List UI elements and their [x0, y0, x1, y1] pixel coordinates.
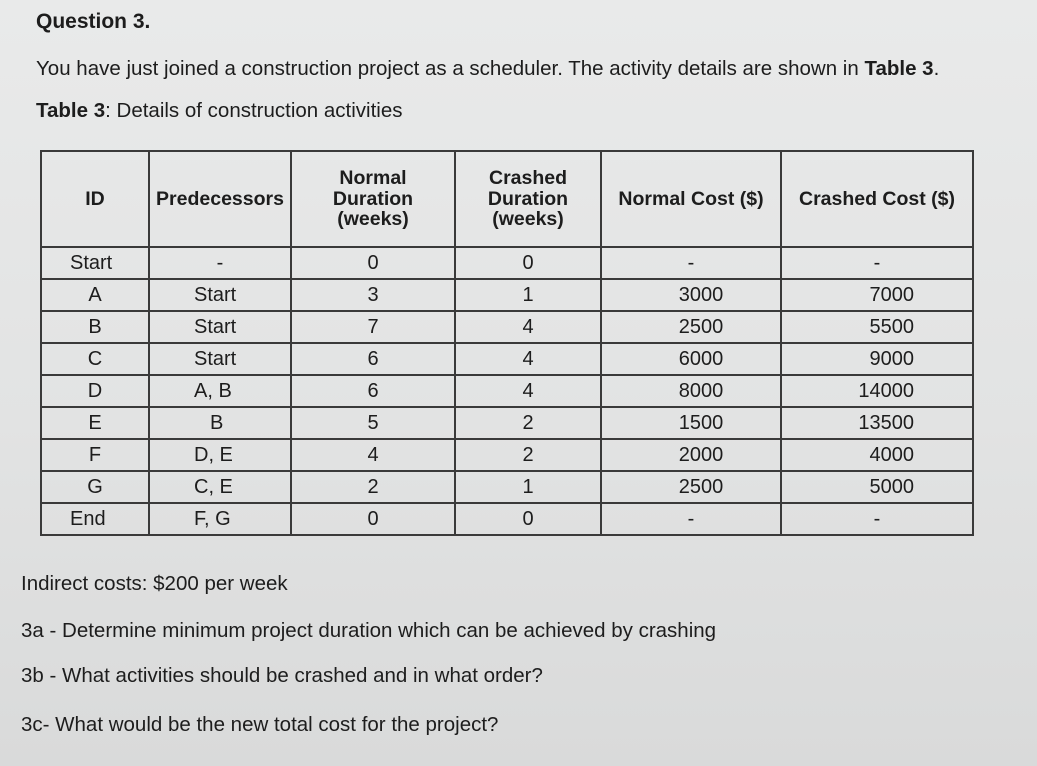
caption-label: Table 3 [36, 99, 106, 122]
question-3c: 3c- What would be the new total cost for the project? [21, 713, 499, 736]
cell-crashed-duration: 4 [455, 343, 601, 375]
cell-normal-cost: 1500 [601, 407, 781, 439]
cell-crashed-cost: 9000 [781, 343, 973, 375]
caption-text: : Details of construction activities [105, 99, 403, 122]
cell-id: Start [41, 247, 149, 279]
table-row [41, 407, 973, 439]
cell-normal-duration: 6 [291, 375, 455, 407]
cell-normal-duration: 4 [291, 439, 455, 471]
header-id: ID [41, 151, 149, 247]
cell-id: F [41, 439, 149, 471]
header-crashed-cost: Crashed Cost ($) [781, 151, 973, 247]
intro-paragraph [36, 57, 939, 81]
table-row [41, 503, 973, 535]
cell-crashed-cost: - [781, 247, 973, 279]
header-line: Crashed [488, 167, 568, 190]
cell-normal-duration: 3 [291, 279, 455, 311]
table-row [41, 279, 973, 311]
cell-id: B [41, 311, 149, 343]
intro-table-ref: Table 3 [864, 57, 934, 80]
cell-crashed-cost: 14000 [781, 375, 973, 407]
activities-table [40, 150, 974, 536]
table-row [41, 471, 973, 503]
indirect-costs-note: Indirect costs: $200 per week [21, 572, 288, 595]
cell-crashed-duration: 0 [455, 247, 601, 279]
table-row [41, 247, 973, 279]
table-row [41, 439, 973, 471]
table-caption [36, 99, 403, 123]
intro-end: . [933, 57, 940, 80]
cell-crashed-duration: 0 [455, 503, 601, 535]
cell-normal-cost: 2500 [601, 471, 781, 503]
cell-crashed-cost: 5000 [781, 471, 973, 503]
header-line: (weeks) [492, 208, 564, 231]
cell-normal-cost: 3000 [601, 279, 781, 311]
cell-normal-duration: 5 [291, 407, 455, 439]
cell-crashed-duration: 2 [455, 407, 601, 439]
cell-predecessors: C, E [149, 471, 291, 503]
cell-id: G [41, 471, 149, 503]
cell-id: A [41, 279, 149, 311]
cell-normal-duration: 0 [291, 247, 455, 279]
cell-id: E [41, 407, 149, 439]
cell-crashed-duration: 4 [455, 311, 601, 343]
cell-crashed-cost: - [781, 503, 973, 535]
cell-id: End [41, 503, 149, 535]
intro-text: You have just joined a construction project as a scheduler. The activity details are shown in [36, 57, 865, 80]
question-title: Question 3. [36, 10, 151, 33]
cell-predecessors: D, E [149, 439, 291, 471]
cell-crashed-cost: 5500 [781, 311, 973, 343]
cell-predecessors: F, G [149, 503, 291, 535]
cell-crashed-duration: 1 [455, 279, 601, 311]
cell-crashed-cost: 7000 [781, 279, 973, 311]
header-normal-duration [291, 151, 455, 247]
cell-normal-duration: 2 [291, 471, 455, 503]
cell-normal-duration: 6 [291, 343, 455, 375]
cell-id: C [41, 343, 149, 375]
header-line: Duration [332, 187, 414, 210]
cell-predecessors: Start [149, 279, 291, 311]
cell-normal-cost: 8000 [601, 375, 781, 407]
header-line: (weeks) [337, 208, 409, 231]
cell-normal-cost: - [601, 247, 781, 279]
cell-crashed-duration: 1 [455, 471, 601, 503]
table-header-row [41, 151, 973, 247]
cell-crashed-cost: 4000 [781, 439, 973, 471]
cell-crashed-duration: 2 [455, 439, 601, 471]
cell-normal-cost: 2500 [601, 311, 781, 343]
cell-normal-cost: 2000 [601, 439, 781, 471]
cell-crashed-cost: 13500 [781, 407, 973, 439]
cell-normal-cost: - [601, 503, 781, 535]
cell-predecessors: Start [149, 343, 291, 375]
cell-predecessors: A, B [149, 375, 291, 407]
cell-normal-duration: 0 [291, 503, 455, 535]
header-normal-cost: Normal Cost ($) [601, 151, 781, 247]
table-row [41, 311, 973, 343]
table-row [41, 375, 973, 407]
cell-crashed-duration: 4 [455, 375, 601, 407]
question-3b: 3b - What activities should be crashed and in what order? [21, 664, 543, 687]
cell-predecessors: B [149, 407, 291, 439]
cell-predecessors: - [149, 247, 291, 279]
cell-id: D [41, 375, 149, 407]
header-crashed-duration [455, 151, 601, 247]
table-row [41, 343, 973, 375]
header-predecessors: Predecessors [149, 151, 291, 247]
cell-normal-duration: 7 [291, 311, 455, 343]
cell-normal-cost: 6000 [601, 343, 781, 375]
question-3a: 3a - Determine minimum project duration which can be achieved by crashing [21, 619, 717, 642]
cell-predecessors: Start [149, 311, 291, 343]
header-line: Duration [487, 187, 569, 210]
header-line: Normal [339, 167, 407, 190]
